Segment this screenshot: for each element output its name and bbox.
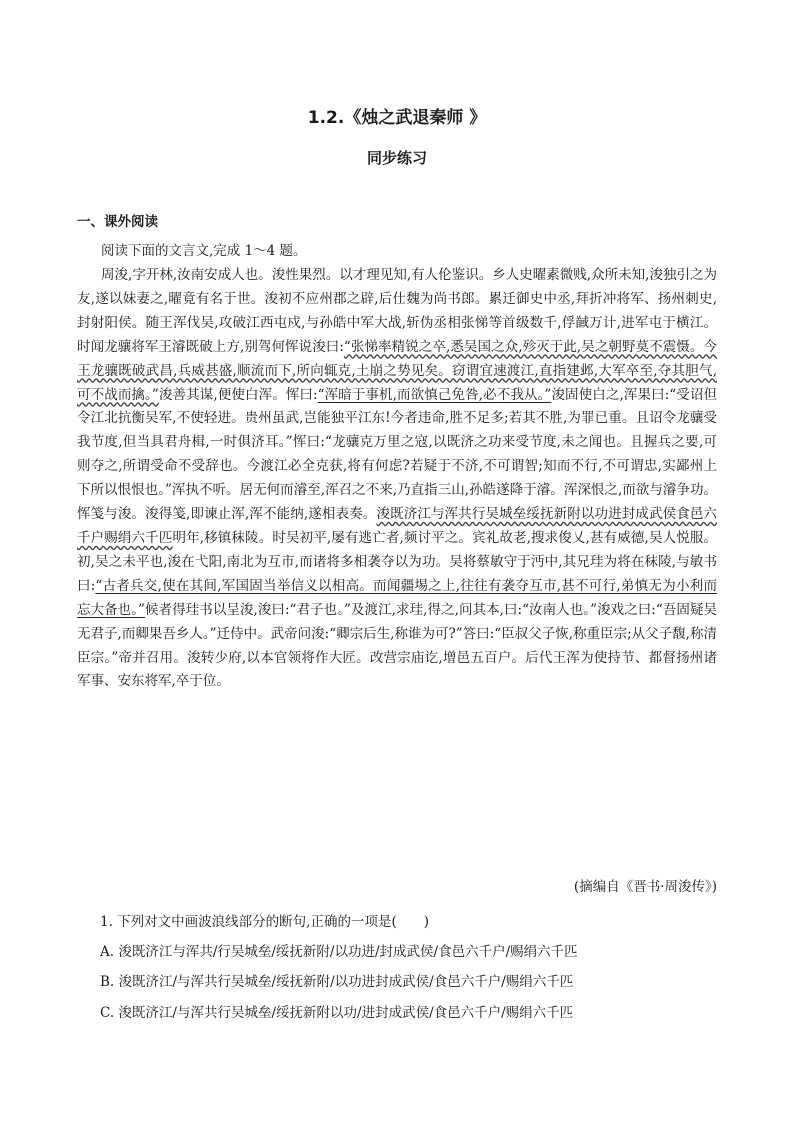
- document-subtitle: 同步练习: [366, 149, 427, 167]
- option-a[interactable]: A. 浚既济江与浑共/行吴城垒/绥抚新附/以功进/封成武侯/食邑六千户/赐绢六千匹: [100, 944, 578, 960]
- section-heading: 一、课外阅读: [77, 214, 158, 230]
- wavy-underlined-quote: “张悌率精锐之卒,悉吴国之众,殄灭于此,吴之朝野莫不震慑。今王龙骧既破武昌,兵威甚盛,顺流而下,所向辄克,土崩之势见矣。窃谓宜速渡江,直指建邺,大军卒至,夺其胆气,可不战而擒。”: [77, 338, 717, 403]
- passage-text: 浚固使白之,浑果曰:“受诏但令江北抗衡吴军,不使轻进。贵州虽武,岂能独平江东!今者违命,胜不足多;若其不胜,为罪已重。且诏令龙骧受我节度,但当具君舟楫,一时俱济耳。”恽曰:“龙骧克万里之寇,以既济之功来受节度,未之闻也。且握兵之要,可则夺之,所谓受命不受辞也。今渡江必全克获,将有何虑?若疑于不济,不可谓智;知而不行,不可谓忠,实鄙州上下所以恨恨也。”浑执不听。居无何而濬至,浑召之不来,乃直指三山,孙皓遂降于濬。浑深恨之,而欲与濬争功。恽笺与浚。浚得笺,即谏止浑,浑不能纳,遂相表奏。: [77, 386, 717, 523]
- passage-text: 恽曰:: [285, 386, 318, 403]
- option-c[interactable]: C. 浚既济江/与浑共行吴城垒/绥抚新附以功/进封成武侯/食邑六千户/赐绢六千匹: [100, 1005, 574, 1021]
- passage-text: 明年,移镇秣陵。时吴初平,屡有逃亡者,频讨平之。宾礼故老,搜求俊乂,甚有威德,吴人悦服。初,吴之未平也,浚在弋阳,南北为互市,而诸将多相袭夺以为功。吴将蔡敏守于沔中,其兄珪为将在秣陵,与敏书曰:: [77, 529, 718, 594]
- underlined-quote: “浑暗于事机,而欲慎己免咎,必不我从。”: [317, 386, 552, 403]
- passage-text: 候者得珪书以呈浚,浚曰:“君子也。”及渡江,求珪,得之,问其本,曰:“汝南人也。”浚戏之曰:“吾固疑吴无君子,而卿果吾乡人。”迁侍中。武帝问浚:“卿宗后生,称谁为可?”答曰:“臣叔父子恢,称重臣宗;从父子馥,称清臣宗。”帝并召用。浚转少府,以本官领将作大匠。改营宗庙讫,增邑五百户。后代王浑为使持节、都督扬州诸军事、安东将军,卒于位。: [77, 601, 718, 690]
- passage-text: 浚善其谋,便使白浑。: [158, 386, 286, 403]
- underlined-letter: “古者兵交,使在其间,军国固当举信义以相高。而闻疆埸之上,往往有袭夺互市,甚不可行,弟慎无为小利而忘大备也。”: [77, 577, 717, 618]
- classical-passage: [77, 264, 717, 694]
- source-citation: (摘编自《晋书·周浚传》): [573, 879, 717, 895]
- document-title: 1.2.《烛之武退秦师 》: [307, 108, 487, 128]
- instruction-text: 阅读下面的文言文,完成 1～4 题。: [101, 243, 307, 259]
- option-b[interactable]: B. 浚既济江/与浑共行吴城垒/绥抚新附/以功进封成武侯/食邑六千户/赐绢六千匹: [100, 974, 574, 990]
- question-1-stem: 1. 下列对文中画波浪线部分的断句,正确的一项是( ): [100, 914, 429, 930]
- passage-text: 周浚,字开林,汝南安成人也。浚性果烈。以才理见知,有人伦鉴识。乡人史曜素微贱,众所未知,浚独引之为友,遂以妹妻之,曜竟有名于世。浚初不应州郡之辟,后仕魏为尚书郎。累迁御史中丞,拜折冲将军、扬州刺史,封射阳侯。随王浑伐吴,攻破江西屯戍,与孙皓中军大战,斩伪丞相张悌等首级数千,俘馘万计,进军屯于横江。时闻龙骧将军王濬既破上方,别驾何恽说浚曰:: [77, 267, 717, 355]
- wavy-underlined-sentence: 浚既济江与浑共行吴城垒绥抚新附以功进封成武侯食邑六千户赐绢六千匹: [77, 506, 717, 546]
